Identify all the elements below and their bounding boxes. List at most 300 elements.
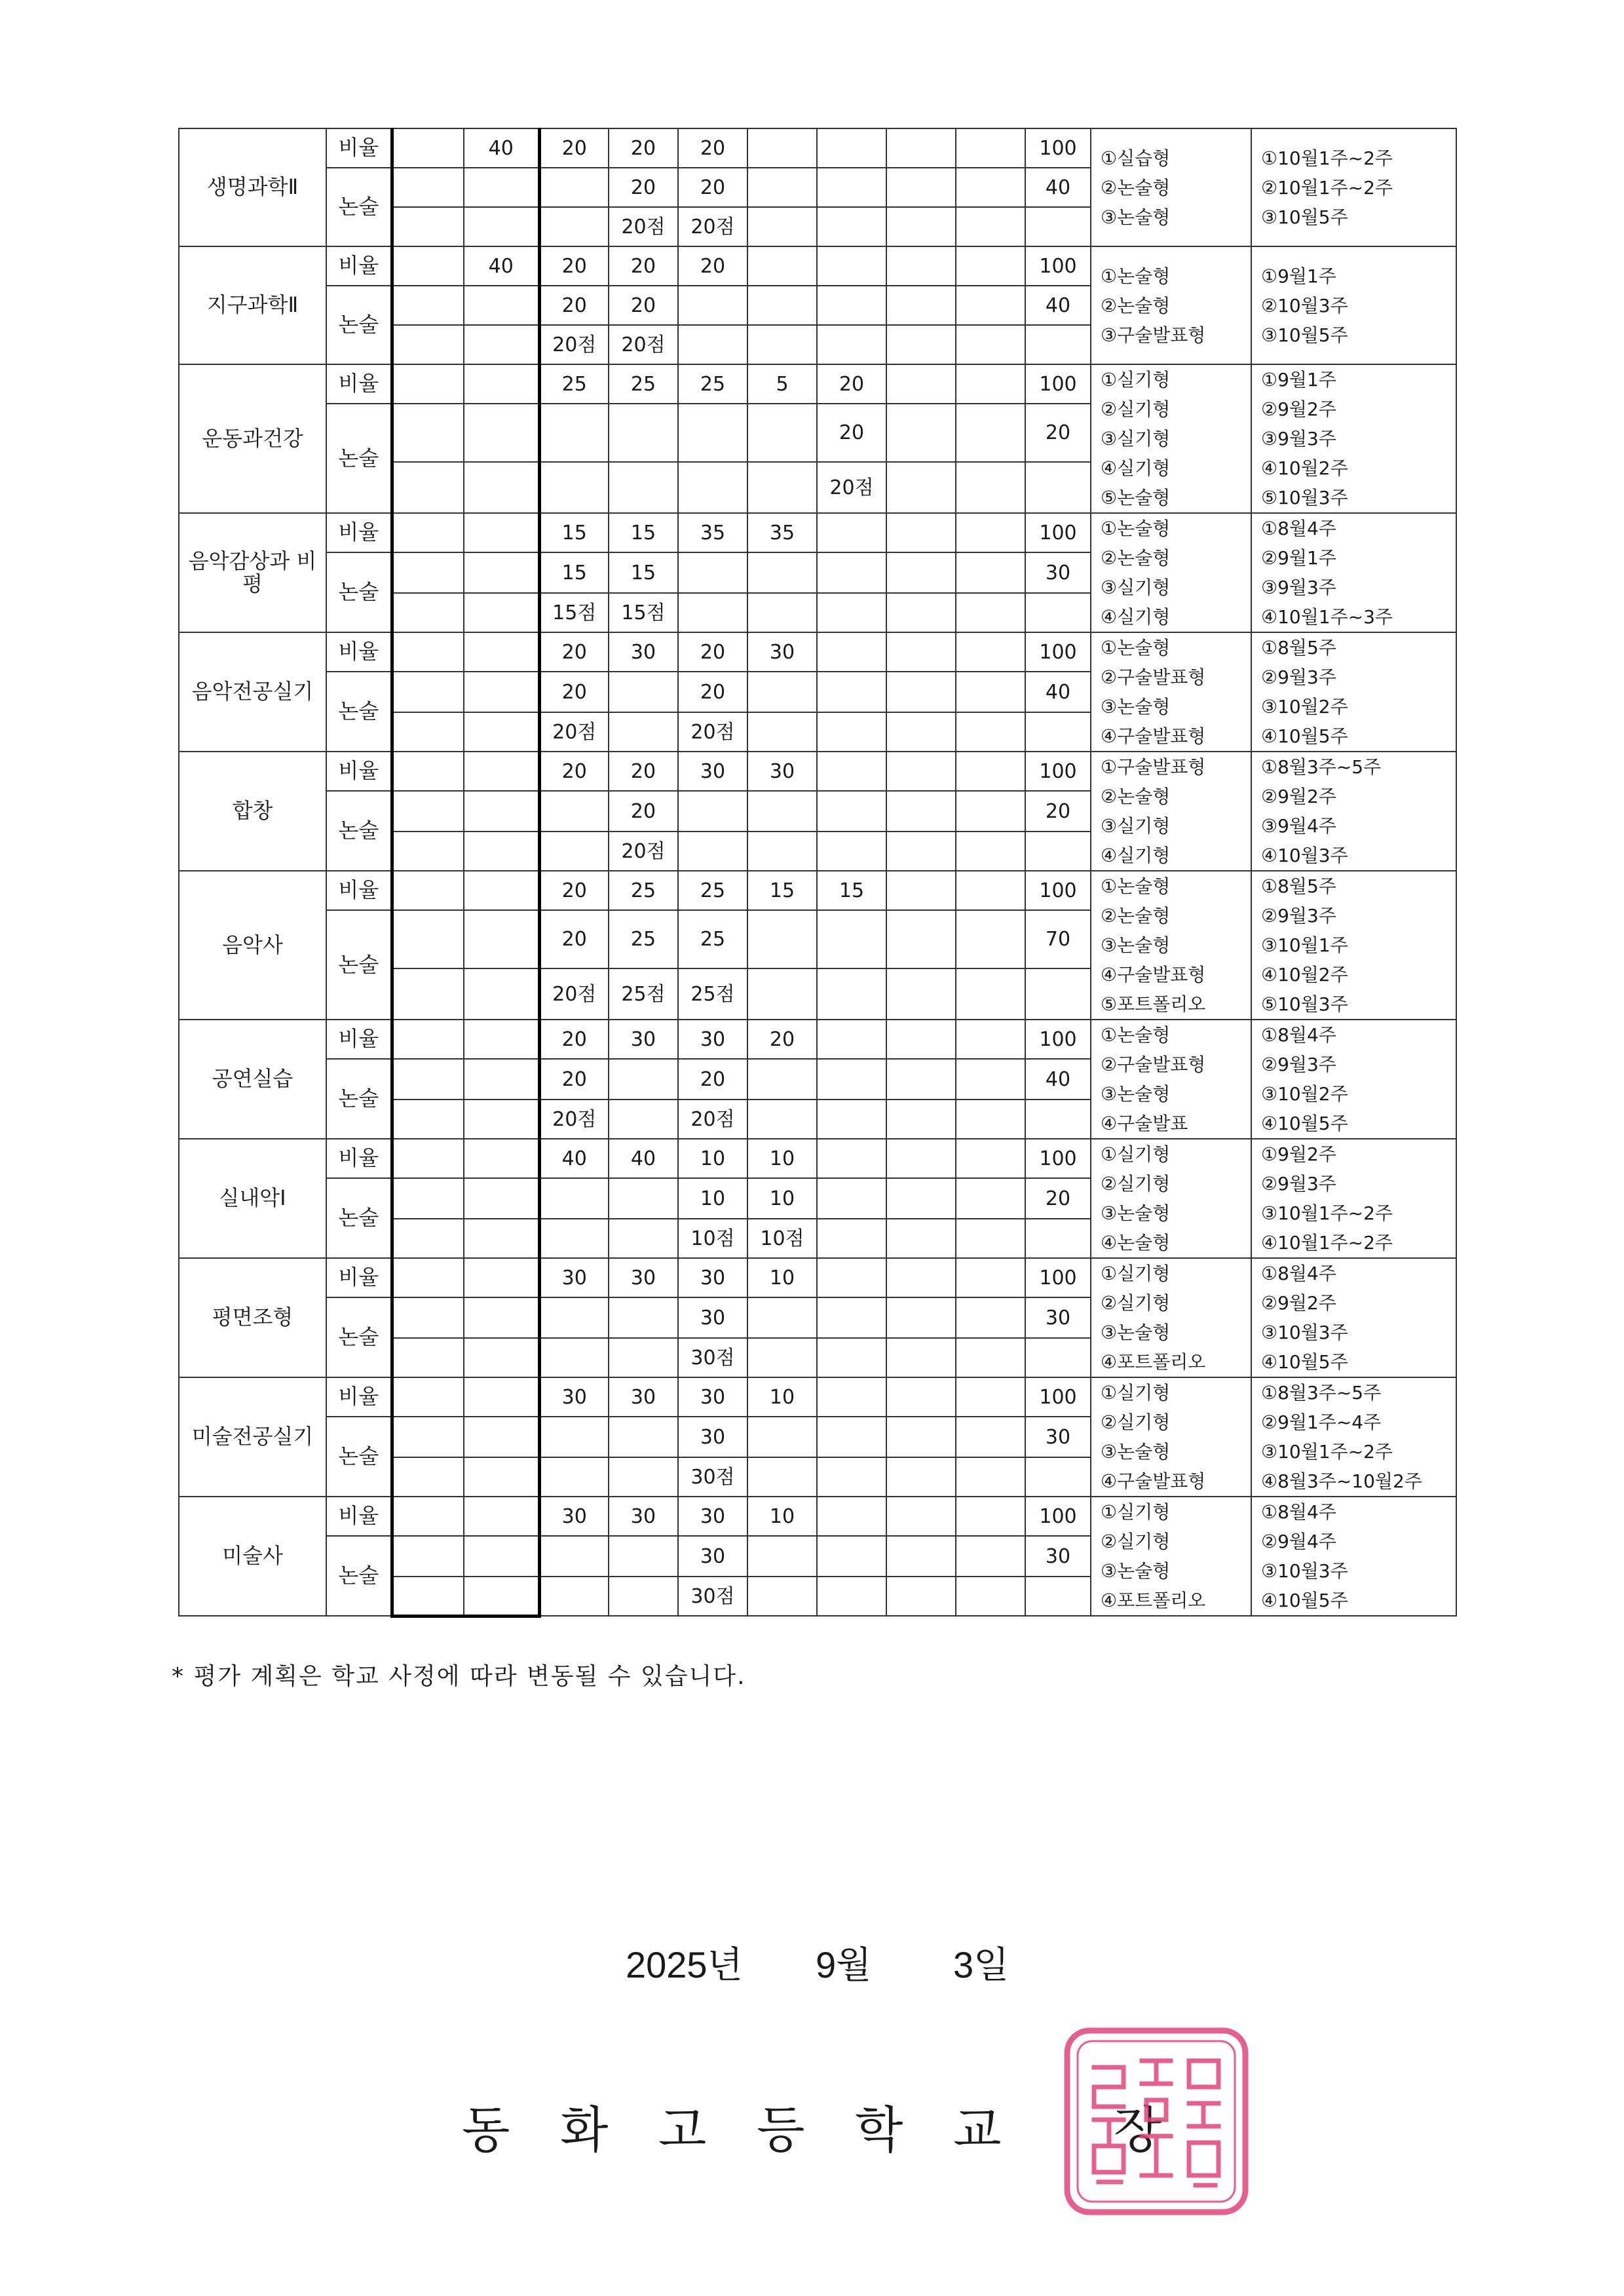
points-cell bbox=[1025, 207, 1091, 246]
essay-cell bbox=[392, 1417, 464, 1457]
timing-item: ②9월2주 bbox=[1261, 1292, 1336, 1314]
subject-name: 미술사 bbox=[179, 1497, 326, 1616]
ratio-cell bbox=[956, 752, 1025, 791]
points-cell bbox=[464, 712, 539, 752]
points-cell bbox=[817, 1219, 886, 1258]
subject-name: 생명과학Ⅱ bbox=[179, 128, 326, 246]
points-cell bbox=[747, 1457, 817, 1497]
essay-cell bbox=[886, 286, 956, 325]
points-cell bbox=[464, 968, 539, 1020]
essay-cell: 20 bbox=[609, 286, 678, 325]
method-item: ④실기형 bbox=[1101, 606, 1171, 628]
timing-item: ③9월3주 bbox=[1261, 577, 1336, 598]
ratio-cell: 30 bbox=[747, 632, 817, 672]
essay-cell bbox=[956, 552, 1025, 593]
method-item: ①논술형 bbox=[1101, 265, 1171, 287]
points-cell bbox=[539, 1338, 609, 1377]
evaluation-methods bbox=[1091, 1020, 1251, 1139]
method-item: ②구술발표형 bbox=[1101, 1054, 1206, 1075]
essay-cell bbox=[817, 552, 886, 593]
school-seal-stamp bbox=[1058, 2021, 1255, 2221]
essay-cell bbox=[886, 1536, 956, 1577]
ratio-cell bbox=[464, 1020, 539, 1059]
ratio-cell: 25 bbox=[539, 364, 609, 404]
ratio-label: 비율 bbox=[326, 1258, 392, 1297]
essay-cell bbox=[539, 1178, 609, 1219]
ratio-cell: 100 bbox=[1025, 752, 1091, 791]
essay-cell bbox=[539, 1297, 609, 1338]
essay-label: 논술 bbox=[326, 910, 392, 1020]
points-cell bbox=[956, 325, 1025, 364]
essay-cell: 20 bbox=[539, 910, 609, 968]
points-cell bbox=[464, 462, 539, 513]
method-item: ②논술형 bbox=[1101, 547, 1171, 569]
table-row bbox=[179, 1258, 1456, 1297]
points-cell bbox=[392, 325, 464, 364]
subject-name: 평면조형 bbox=[179, 1258, 326, 1377]
points-cell: 30점 bbox=[678, 1577, 747, 1616]
points-cell: 20점 bbox=[539, 712, 609, 752]
table-row bbox=[179, 1497, 1456, 1536]
ratio-cell: 30 bbox=[609, 632, 678, 672]
timing-item: ④10월2주 bbox=[1261, 964, 1348, 985]
essay-cell bbox=[956, 791, 1025, 832]
method-item: ③논술형 bbox=[1101, 1083, 1171, 1105]
ratio-label: 비율 bbox=[326, 632, 392, 672]
ratio-cell bbox=[464, 871, 539, 910]
method-item: ④실기형 bbox=[1101, 845, 1171, 866]
essay-cell bbox=[886, 1178, 956, 1219]
essay-cell bbox=[747, 1536, 817, 1577]
essay-cell: 70 bbox=[1025, 910, 1091, 968]
essay-cell bbox=[609, 404, 678, 462]
timing-item: ①8월4주 bbox=[1261, 1263, 1336, 1284]
points-cell: 15점 bbox=[609, 593, 678, 632]
ratio-cell: 30 bbox=[609, 1020, 678, 1059]
ratio-cell: 20 bbox=[539, 871, 609, 910]
ratio-cell: 20 bbox=[539, 752, 609, 791]
method-item: ④실기형 bbox=[1101, 457, 1171, 479]
timing-item: ②9월1주 bbox=[1261, 547, 1336, 569]
method-item: ③논술형 bbox=[1101, 1322, 1171, 1343]
essay-cell bbox=[817, 1536, 886, 1577]
ratio-cell bbox=[747, 128, 817, 168]
points-cell: 30점 bbox=[678, 1338, 747, 1377]
essay-cell: 30 bbox=[1025, 552, 1091, 593]
essay-cell bbox=[609, 1178, 678, 1219]
ratio-cell bbox=[956, 1020, 1025, 1059]
school-name-char: 화 bbox=[560, 2101, 609, 2159]
points-cell bbox=[609, 1219, 678, 1258]
essay-cell bbox=[747, 672, 817, 712]
points-cell bbox=[747, 968, 817, 1020]
timing-item: ①8월4주 bbox=[1261, 1501, 1336, 1523]
points-cell bbox=[464, 832, 539, 871]
points-cell bbox=[747, 325, 817, 364]
ratio-cell: 20 bbox=[539, 1020, 609, 1059]
essay-cell bbox=[392, 286, 464, 325]
ratio-cell: 30 bbox=[609, 1258, 678, 1297]
points-cell bbox=[392, 712, 464, 752]
evaluation-timings bbox=[1251, 871, 1456, 1020]
ratio-cell: 10 bbox=[747, 1377, 817, 1417]
essay-label: 논술 bbox=[326, 791, 392, 871]
ratio-label: 비율 bbox=[326, 1377, 392, 1417]
ratio-cell bbox=[956, 246, 1025, 286]
timing-item: ④10월5주 bbox=[1261, 1590, 1348, 1611]
essay-cell bbox=[817, 168, 886, 207]
method-item: ④포트폴리오 bbox=[1101, 1590, 1206, 1611]
essay-cell: 30 bbox=[678, 1297, 747, 1338]
points-cell bbox=[747, 1100, 817, 1139]
points-cell bbox=[956, 832, 1025, 871]
date-year: 2025년 bbox=[626, 1944, 743, 1985]
points-cell bbox=[392, 462, 464, 513]
evaluation-timings bbox=[1251, 752, 1456, 871]
essay-cell: 20 bbox=[1025, 791, 1091, 832]
ratio-cell bbox=[464, 1377, 539, 1417]
essay-cell bbox=[609, 672, 678, 712]
essay-cell bbox=[886, 1297, 956, 1338]
method-item: ③논술형 bbox=[1101, 1560, 1171, 1582]
points-cell bbox=[678, 832, 747, 871]
essay-cell bbox=[956, 1417, 1025, 1457]
points-cell bbox=[539, 462, 609, 513]
ratio-cell: 30 bbox=[678, 1020, 747, 1059]
evaluation-timings bbox=[1251, 1258, 1456, 1377]
points-cell bbox=[1025, 968, 1091, 1020]
points-cell bbox=[1025, 593, 1091, 632]
ratio-cell bbox=[747, 246, 817, 286]
timing-item: ③10월1주 bbox=[1261, 934, 1348, 956]
points-cell bbox=[886, 593, 956, 632]
ratio-cell: 30 bbox=[678, 1497, 747, 1536]
points-cell bbox=[747, 832, 817, 871]
essay-cell bbox=[392, 791, 464, 832]
table-row bbox=[179, 246, 1456, 286]
ratio-cell: 30 bbox=[678, 1377, 747, 1417]
timing-item: ①8월4주 bbox=[1261, 1024, 1336, 1046]
method-item: ①실습형 bbox=[1101, 147, 1171, 169]
points-cell bbox=[747, 1338, 817, 1377]
essay-cell: 30 bbox=[678, 1536, 747, 1577]
essay-cell bbox=[392, 672, 464, 712]
essay-cell: 20 bbox=[1025, 404, 1091, 462]
timing-item: ②9월2주 bbox=[1261, 786, 1336, 807]
ratio-cell bbox=[817, 1497, 886, 1536]
essay-cell bbox=[817, 910, 886, 968]
ratio-cell: 20 bbox=[678, 246, 747, 286]
points-cell bbox=[886, 832, 956, 871]
timing-item: ③10월2주 bbox=[1261, 1083, 1348, 1105]
ratio-cell bbox=[392, 871, 464, 910]
ratio-cell bbox=[886, 871, 956, 910]
ratio-cell bbox=[817, 1377, 886, 1417]
points-cell bbox=[817, 207, 886, 246]
evaluation-timings bbox=[1251, 513, 1456, 632]
ratio-cell bbox=[464, 752, 539, 791]
ratio-cell: 10 bbox=[747, 1139, 817, 1178]
points-cell bbox=[464, 207, 539, 246]
points-cell: 10점 bbox=[747, 1219, 817, 1258]
ratio-cell bbox=[886, 1139, 956, 1178]
ratio-label: 비율 bbox=[326, 128, 392, 168]
timing-item: ②10월1주~2주 bbox=[1261, 176, 1393, 199]
method-item: ③구술발표형 bbox=[1101, 324, 1206, 346]
essay-cell bbox=[817, 791, 886, 832]
ratio-cell bbox=[392, 513, 464, 552]
timing-item: ③10월1주~2주 bbox=[1261, 1441, 1393, 1463]
essay-cell bbox=[609, 1297, 678, 1338]
points-cell bbox=[1025, 1338, 1091, 1377]
ratio-cell: 10 bbox=[747, 1258, 817, 1297]
ratio-cell bbox=[956, 1139, 1025, 1178]
method-item: ②논술형 bbox=[1101, 294, 1171, 316]
points-cell: 20점 bbox=[609, 325, 678, 364]
method-item: ③논술형 bbox=[1101, 206, 1171, 228]
essay-cell bbox=[747, 1059, 817, 1100]
method-item: ②논술형 bbox=[1101, 786, 1171, 807]
essay-cell bbox=[956, 1059, 1025, 1100]
points-cell bbox=[464, 1338, 539, 1377]
points-cell bbox=[392, 593, 464, 632]
timing-item: ④10월5주 bbox=[1261, 1351, 1348, 1373]
ratio-cell bbox=[956, 1258, 1025, 1297]
points-cell bbox=[539, 832, 609, 871]
method-item: ⑤논술형 bbox=[1101, 487, 1171, 508]
points-cell bbox=[956, 1219, 1025, 1258]
essay-cell bbox=[539, 791, 609, 832]
points-cell bbox=[747, 207, 817, 246]
evaluation-timings bbox=[1251, 1020, 1456, 1139]
ratio-cell: 100 bbox=[1025, 632, 1091, 672]
evaluation-timings bbox=[1251, 1139, 1456, 1258]
essay-cell: 20 bbox=[678, 168, 747, 207]
essay-cell bbox=[539, 1417, 609, 1457]
ratio-cell: 40 bbox=[539, 1139, 609, 1178]
method-item: ②실기형 bbox=[1101, 1411, 1171, 1433]
ratio-cell bbox=[956, 1377, 1025, 1417]
essay-cell bbox=[609, 1417, 678, 1457]
method-item: ②실기형 bbox=[1101, 398, 1171, 420]
points-cell: 20점 bbox=[539, 1100, 609, 1139]
essay-cell bbox=[956, 1178, 1025, 1219]
ratio-cell bbox=[392, 1377, 464, 1417]
points-cell bbox=[464, 1457, 539, 1497]
essay-cell bbox=[747, 286, 817, 325]
essay-label: 논술 bbox=[326, 168, 392, 246]
essay-cell bbox=[678, 286, 747, 325]
subject-name: 지구과학Ⅱ bbox=[179, 246, 326, 364]
essay-cell bbox=[886, 672, 956, 712]
points-cell bbox=[609, 1338, 678, 1377]
timing-item: ③10월5주 bbox=[1261, 206, 1348, 228]
ratio-cell: 100 bbox=[1025, 1377, 1091, 1417]
method-item: ①실기형 bbox=[1101, 1382, 1171, 1404]
points-cell bbox=[539, 1219, 609, 1258]
subject-name: 공연실습 bbox=[179, 1020, 326, 1139]
evaluation-methods bbox=[1091, 752, 1251, 871]
essay-cell bbox=[956, 404, 1025, 462]
timing-item: ②9월3주 bbox=[1261, 905, 1336, 927]
ratio-cell bbox=[956, 871, 1025, 910]
essay-cell bbox=[886, 168, 956, 207]
essay-cell bbox=[464, 286, 539, 325]
points-cell: 20점 bbox=[817, 462, 886, 513]
points-cell bbox=[1025, 712, 1091, 752]
points-cell bbox=[886, 1219, 956, 1258]
essay-cell: 20 bbox=[609, 168, 678, 207]
ratio-cell: 100 bbox=[1025, 246, 1091, 286]
points-cell bbox=[464, 325, 539, 364]
timing-item: ②9월3주 bbox=[1261, 1173, 1336, 1195]
ratio-cell: 5 bbox=[747, 364, 817, 404]
ratio-cell bbox=[817, 1258, 886, 1297]
points-cell bbox=[678, 462, 747, 513]
method-item: ②구술발표형 bbox=[1101, 666, 1206, 688]
method-item: ①실기형 bbox=[1101, 1143, 1171, 1165]
ratio-cell bbox=[464, 513, 539, 552]
points-cell bbox=[886, 207, 956, 246]
essay-cell bbox=[747, 1297, 817, 1338]
ratio-cell: 10 bbox=[747, 1497, 817, 1536]
points-cell bbox=[956, 1100, 1025, 1139]
points-cell: 20점 bbox=[539, 968, 609, 1020]
points-cell bbox=[1025, 1219, 1091, 1258]
essay-cell bbox=[464, 1536, 539, 1577]
table-row bbox=[179, 128, 1456, 168]
evaluation-timings bbox=[1251, 1497, 1456, 1616]
ratio-cell bbox=[464, 632, 539, 672]
ratio-cell bbox=[392, 632, 464, 672]
timing-item: ④10월2주 bbox=[1261, 457, 1348, 479]
timing-item: ②9월3주 bbox=[1261, 1054, 1336, 1075]
ratio-cell bbox=[464, 364, 539, 404]
points-cell bbox=[1025, 1577, 1091, 1616]
points-cell bbox=[609, 1577, 678, 1616]
essay-cell bbox=[886, 1059, 956, 1100]
points-cell bbox=[392, 968, 464, 1020]
points-cell bbox=[539, 207, 609, 246]
timing-item: ①8월5주 bbox=[1261, 637, 1336, 659]
evaluation-methods bbox=[1091, 1258, 1251, 1377]
essay-cell bbox=[392, 910, 464, 968]
ratio-cell bbox=[886, 513, 956, 552]
ratio-cell: 20 bbox=[747, 1020, 817, 1059]
essay-label: 논술 bbox=[326, 672, 392, 752]
essay-cell: 25 bbox=[678, 910, 747, 968]
method-item: ③논술형 bbox=[1101, 696, 1171, 718]
ratio-cell bbox=[886, 128, 956, 168]
essay-cell: 40 bbox=[1025, 286, 1091, 325]
points-cell bbox=[886, 1457, 956, 1497]
points-cell bbox=[956, 1338, 1025, 1377]
ratio-cell bbox=[956, 364, 1025, 404]
essay-cell: 40 bbox=[1025, 168, 1091, 207]
ratio-cell: 20 bbox=[609, 246, 678, 286]
timing-item: ④10월1주~3주 bbox=[1261, 606, 1393, 628]
points-cell bbox=[886, 1100, 956, 1139]
essay-cell: 20 bbox=[817, 404, 886, 462]
ratio-label: 비율 bbox=[326, 246, 392, 286]
subject-name: 미술전공실기 bbox=[179, 1377, 326, 1497]
points-cell bbox=[747, 1577, 817, 1616]
points-cell bbox=[1025, 462, 1091, 513]
essay-cell bbox=[464, 1178, 539, 1219]
essay-cell bbox=[747, 791, 817, 832]
essay-cell bbox=[956, 1297, 1025, 1338]
evaluation-timings bbox=[1251, 246, 1456, 364]
points-cell bbox=[464, 593, 539, 632]
ratio-cell: 15 bbox=[747, 871, 817, 910]
ratio-cell: 25 bbox=[678, 364, 747, 404]
points-cell bbox=[392, 1100, 464, 1139]
points-cell bbox=[392, 207, 464, 246]
method-item: ①실기형 bbox=[1101, 369, 1171, 391]
subject-name: 실내악Ⅰ bbox=[179, 1139, 326, 1258]
ratio-cell bbox=[886, 364, 956, 404]
table-row bbox=[179, 364, 1456, 404]
points-cell bbox=[1025, 1457, 1091, 1497]
ratio-cell: 30 bbox=[539, 1377, 609, 1417]
ratio-label: 비율 bbox=[326, 364, 392, 404]
essay-cell bbox=[886, 791, 956, 832]
essay-cell bbox=[747, 1417, 817, 1457]
ratio-cell bbox=[817, 632, 886, 672]
essay-label: 논술 bbox=[326, 552, 392, 632]
ratio-cell: 20 bbox=[678, 632, 747, 672]
essay-cell bbox=[956, 286, 1025, 325]
points-cell bbox=[817, 593, 886, 632]
essay-cell: 30 bbox=[1025, 1536, 1091, 1577]
points-cell bbox=[817, 1457, 886, 1497]
timing-item: ②10월3주 bbox=[1261, 294, 1348, 316]
points-cell bbox=[464, 1219, 539, 1258]
ratio-cell bbox=[464, 1139, 539, 1178]
evaluation-methods bbox=[1091, 1377, 1251, 1497]
essay-cell: 15 bbox=[609, 552, 678, 593]
timing-item: ②9월3주 bbox=[1261, 666, 1336, 688]
essay-cell bbox=[464, 1417, 539, 1457]
points-cell bbox=[747, 593, 817, 632]
essay-cell: 15 bbox=[539, 552, 609, 593]
ratio-cell: 25 bbox=[609, 871, 678, 910]
essay-cell bbox=[747, 404, 817, 462]
method-item: ④구술발표형 bbox=[1101, 1470, 1206, 1492]
ratio-cell: 100 bbox=[1025, 1020, 1091, 1059]
points-cell bbox=[1025, 1100, 1091, 1139]
table-row bbox=[179, 1377, 1456, 1417]
points-cell bbox=[956, 1577, 1025, 1616]
ratio-cell: 20 bbox=[817, 364, 886, 404]
points-cell: 20점 bbox=[539, 325, 609, 364]
ratio-cell bbox=[886, 1497, 956, 1536]
evaluation-methods bbox=[1091, 128, 1251, 246]
ratio-cell bbox=[817, 752, 886, 791]
timing-item: ②9월2주 bbox=[1261, 398, 1336, 420]
essay-cell bbox=[464, 1297, 539, 1338]
method-item: ③실기형 bbox=[1101, 815, 1171, 837]
points-cell bbox=[539, 1457, 609, 1497]
timing-item: ①8월3주~5주 bbox=[1261, 756, 1382, 778]
method-item: ④구술발표형 bbox=[1101, 964, 1206, 985]
essay-cell bbox=[886, 910, 956, 968]
ratio-cell bbox=[956, 513, 1025, 552]
timing-item: ③10월1주~2주 bbox=[1261, 1202, 1393, 1224]
ratio-cell: 20 bbox=[539, 128, 609, 168]
ratio-cell: 25 bbox=[678, 871, 747, 910]
method-item: ②실기형 bbox=[1101, 1292, 1171, 1314]
